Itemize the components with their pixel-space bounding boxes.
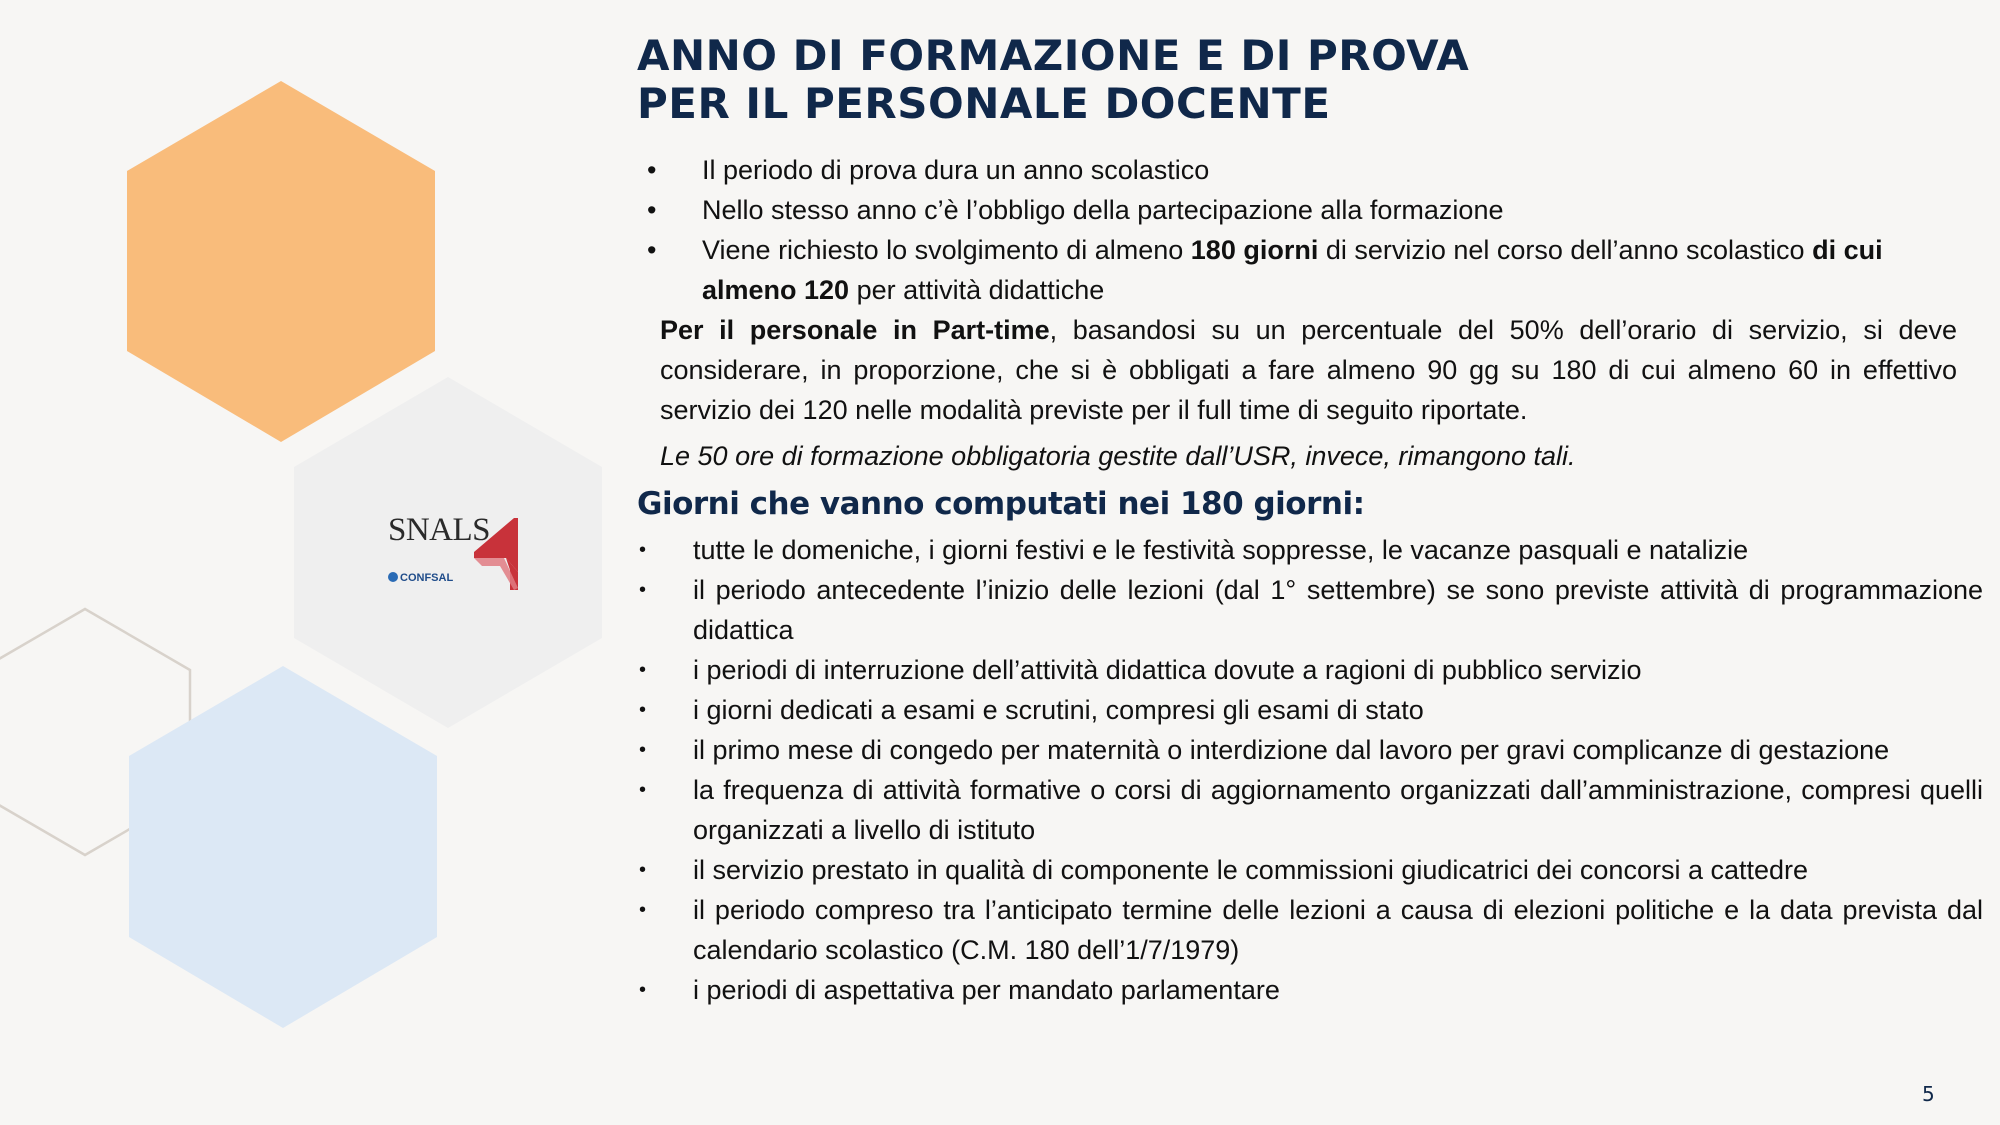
list-item xyxy=(637,890,1983,970)
list-item-text: il periodo antecedente l’inizio delle lezioni (dal 1° settembre) se sono previste attività di programmazione didattica xyxy=(693,575,1983,645)
list-item-text: i giorni dedicati a esami e scrutini, compresi gli esami di stato xyxy=(693,695,1424,725)
note-italic: Le 50 ore di formazione obbligatoria gestite dall’USR, invece, rimangono tali. xyxy=(660,441,1576,471)
list-item xyxy=(637,230,1957,310)
orange-hexagon xyxy=(127,81,435,442)
list-item xyxy=(637,770,1983,850)
list-item xyxy=(637,970,1983,1010)
list-item-text: la frequenza di attività formative o corsi di aggiornamento organizzati dall’amministrazione, compresi quelli organizzati a livello di istituto xyxy=(693,775,1983,845)
list-item-text: il primo mese di congedo per maternità o interdizione dal lavoro per gravi complicanze di gestazione xyxy=(693,735,1890,765)
list-item-text: Il periodo di prova dura un anno scolastico xyxy=(702,155,1210,185)
intro-list xyxy=(637,150,1957,310)
bullet: • xyxy=(639,779,647,801)
parttime-paragraph xyxy=(660,310,1957,430)
bullet: • xyxy=(639,979,647,1001)
title-line-2: PER IL PERSONALE DOCENTE xyxy=(637,79,1331,128)
list-item-text: il servizio prestato in qualità di componente le commissioni giudicatrici dei concorsi a cattedre xyxy=(693,855,1809,885)
list-item-text: Nello stesso anno c’è l’obbligo della partecipazione alla formazione xyxy=(702,195,1504,225)
snals-logo xyxy=(386,512,536,594)
list-item-text-mid: di servizio nel corso dell’anno scolastico xyxy=(1318,235,1813,265)
logo-subtitle: CONFSAL xyxy=(400,572,454,584)
blue-hexagon xyxy=(129,666,437,1028)
list-item-bold-120: di cui almeno 120 xyxy=(702,235,1883,305)
list-item-text: il periodo compreso tra l’anticipato termine delle lezioni a causa di elezioni politiche e la data prevista dal calendario scolastico (C.M. 180 dell’1/7/1979) xyxy=(693,895,1983,965)
slide-content xyxy=(637,150,1983,1010)
bullet: • xyxy=(639,659,647,681)
bullet: • xyxy=(647,195,657,225)
list-item xyxy=(637,570,1983,650)
list-item-text-post: per attività didattiche xyxy=(849,275,1105,305)
confsal-globe-icon xyxy=(388,572,398,582)
section-subheading: Giorni che vanno computati nei 180 giorni: xyxy=(637,486,1365,522)
parttime-text: , basandosi su un percentuale del 50% dell’orario di servizio, si deve considerare, in proporzione, che si è obbligati a fare almeno 90 gg su 180 di cui almeno 60 in effettivo servizio dei 120 nelle modalità previste per il full time di seguito riportate. xyxy=(660,315,1957,425)
list-item-text: tutte le domeniche, i giorni festivi e le festività soppresse, le vacanze pasquali e natalizie xyxy=(693,535,1749,565)
bullet: • xyxy=(647,235,657,265)
list-item xyxy=(637,150,1957,190)
parttime-bold: Per il personale in Part-time xyxy=(660,315,1050,345)
list-item-text: i periodi di aspettativa per mandato parlamentare xyxy=(693,975,1280,1005)
list-item xyxy=(637,530,1983,570)
bullet: • xyxy=(639,899,647,921)
title-line-1: ANNO DI FORMAZIONE E DI PROVA xyxy=(637,31,1470,80)
page-number: 5 xyxy=(1922,1082,1935,1106)
list-item xyxy=(637,690,1983,730)
bullet: • xyxy=(647,155,657,185)
page-title xyxy=(637,32,1469,128)
list-item-text: i periodi di interruzione dell’attività didattica dovute a ragioni di pubblico servizio xyxy=(693,655,1642,685)
bullet: • xyxy=(639,539,647,561)
snals-mark-icon xyxy=(470,518,520,596)
list-item xyxy=(637,650,1983,690)
logo-name: SNALS xyxy=(388,512,491,548)
bullet: • xyxy=(639,579,647,601)
list-item xyxy=(637,730,1983,770)
list-item-text-pre: Viene richiesto lo svolgimento di almeno xyxy=(702,235,1191,265)
list-item-bold-180: 180 giorni xyxy=(1190,235,1319,265)
list-item xyxy=(637,190,1957,230)
bullet: • xyxy=(639,699,647,721)
list-item xyxy=(637,850,1983,890)
computed-days-list xyxy=(637,530,1983,1010)
bullet: • xyxy=(639,739,647,761)
bullet: • xyxy=(639,859,647,881)
